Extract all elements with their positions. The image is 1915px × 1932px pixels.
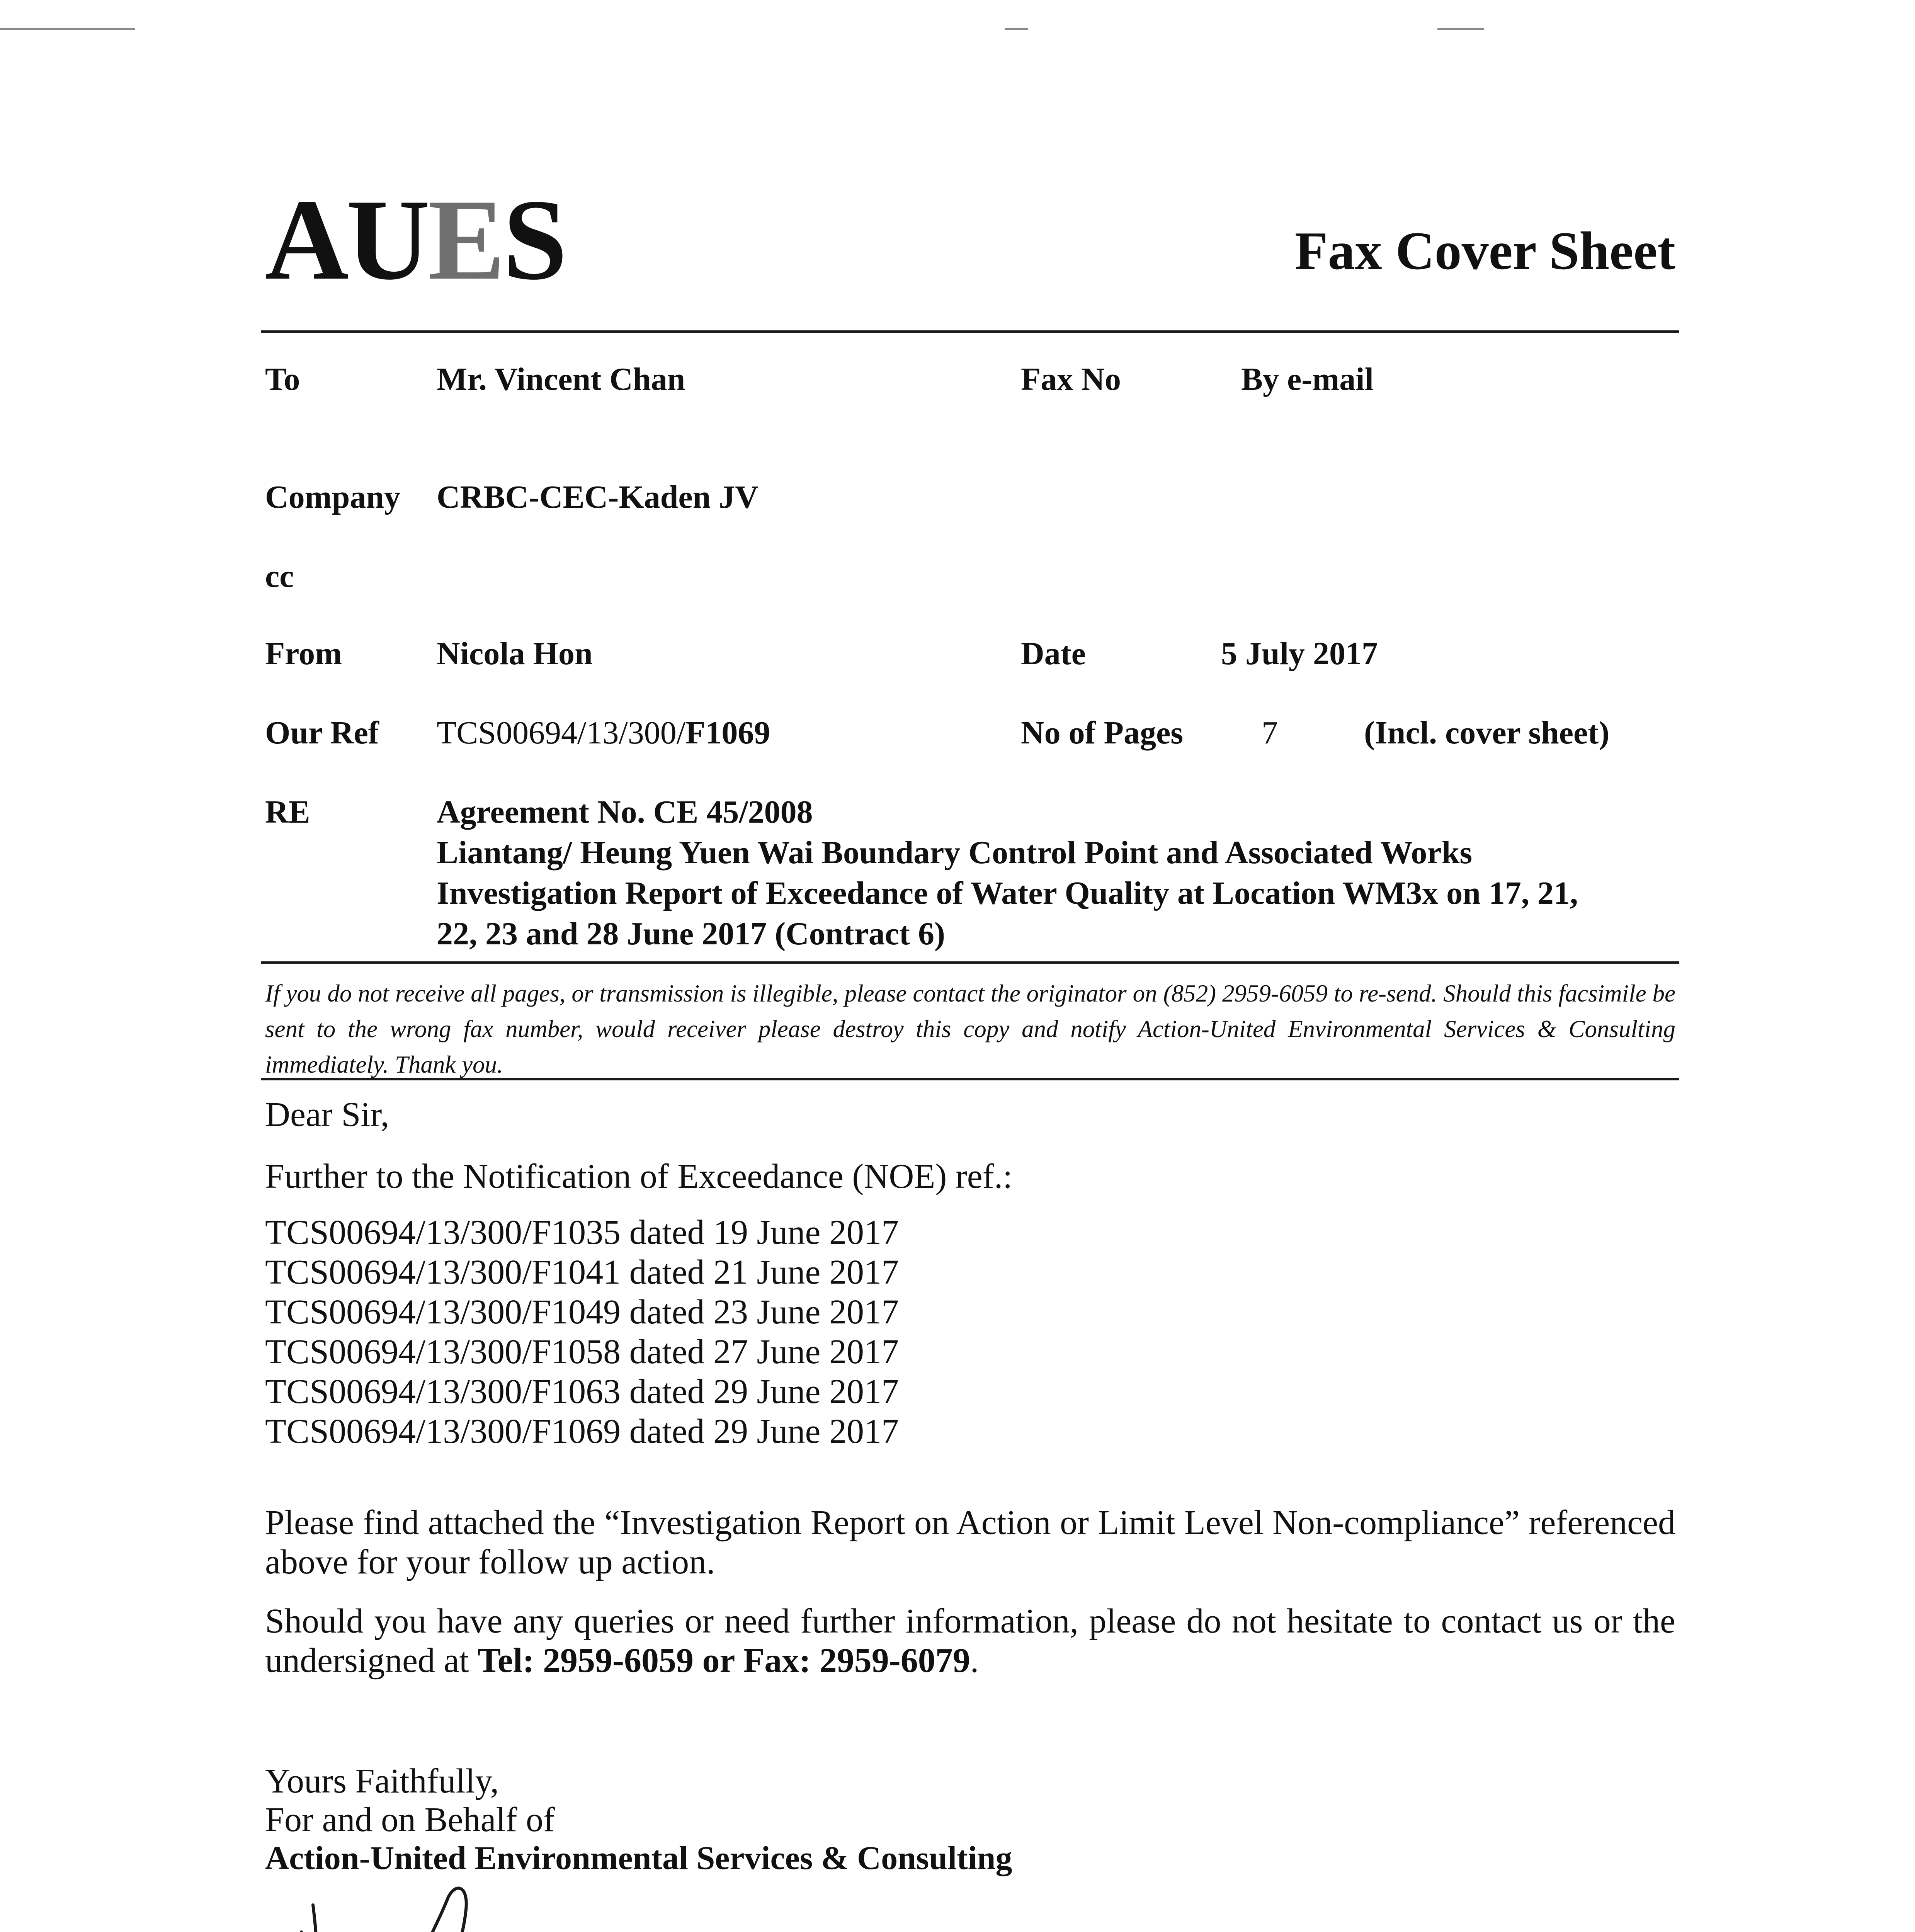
to-value: Mr. Vincent Chan [437,361,685,397]
sender-company: Action-United Environmental Services & Consulting [265,1839,1012,1876]
noe-ref: TCS00694/13/300/F1041 dated 21 June 2017 [265,1253,899,1291]
from-value: Nicola Hon [437,636,593,672]
pages-label: No of Pages [1021,715,1183,751]
date-label: Date [1021,636,1086,672]
signature-image [255,1870,526,1932]
behalf-line: For and on Behalf of [265,1801,555,1839]
contact-numbers: Tel: 2959-6059 or Fax: 2959-6079 [477,1641,970,1680]
aues-logo: AUES [265,175,565,304]
header-rule [261,330,1679,333]
noe-ref: TCS00694/13/300/F1063 dated 29 June 2017 [265,1372,899,1411]
re-line: Liantang/ Heung Yuen Wai Boundary Control Point and Associated Works [437,835,1473,871]
date-value: 5 July 2017 [1221,636,1378,672]
noe-ref: TCS00694/13/300/F1069 dated 29 June 2017 [265,1412,899,1451]
paragraph-attached: Please find attached the “Investigation Report on Action or Limit Level Non-compliance” referenced above for your follow up action. [265,1503,1675,1581]
salutation: Dear Sir, [265,1095,389,1134]
noe-ref: TCS00694/13/300/F1049 dated 23 June 2017 [265,1293,899,1331]
ref-label: Our Ref [265,715,379,751]
disclaimer-rule [261,1078,1679,1080]
re-line: Agreement No. CE 45/2008 [437,794,813,830]
company-value: CRBC-CEC-Kaden JV [437,479,759,515]
page-title: Fax Cover Sheet [1295,221,1675,281]
re-line: 22, 23 and 28 June 2017 (Contract 6) [437,916,945,952]
fax-label: Fax No [1021,361,1121,397]
from-label: From [265,636,342,672]
paragraph-contact: Should you have any queries or need further information, please do not hesitate to contact us or the undersigned at Tel: 2959-6059 or Fax: 2959-6079. [265,1602,1675,1680]
scan-mark [1437,28,1484,30]
pages-value: 7 [1262,715,1278,751]
re-rule [261,961,1679,964]
disclaimer-text: If you do not receive all pages, or transmission is illegible, please contact the originator on (852) 2959-6059 to re-send. Should this facsimile be sent to the wrong fax number, would receiver please destroy this copy and notify Action-United Environmental Services & Consulting immediately. Thank you. [265,980,1675,1078]
intro-text: Further to the Notification of Exceedance (NOE) ref.: [265,1157,1013,1196]
noe-ref: TCS00694/13/300/F1035 dated 19 June 2017 [265,1213,899,1252]
noe-ref: TCS00694/13/300/F1058 dated 27 June 2017 [265,1333,899,1371]
ref-value: TCS00694/13/300/F1069 [437,715,770,751]
re-line: Investigation Report of Exceedance of Water Quality at Location WM3x on 17, 21, [437,875,1578,911]
fax-value: By e-mail [1241,361,1374,397]
closing: Yours Faithfully, [265,1762,499,1800]
company-label: Company [265,479,401,515]
cc-label: cc [265,558,294,594]
scan-mark [0,28,135,30]
pages-note: (Incl. cover sheet) [1364,715,1610,751]
re-label: RE [265,794,310,830]
to-label: To [265,361,300,397]
scan-mark [1005,28,1028,30]
